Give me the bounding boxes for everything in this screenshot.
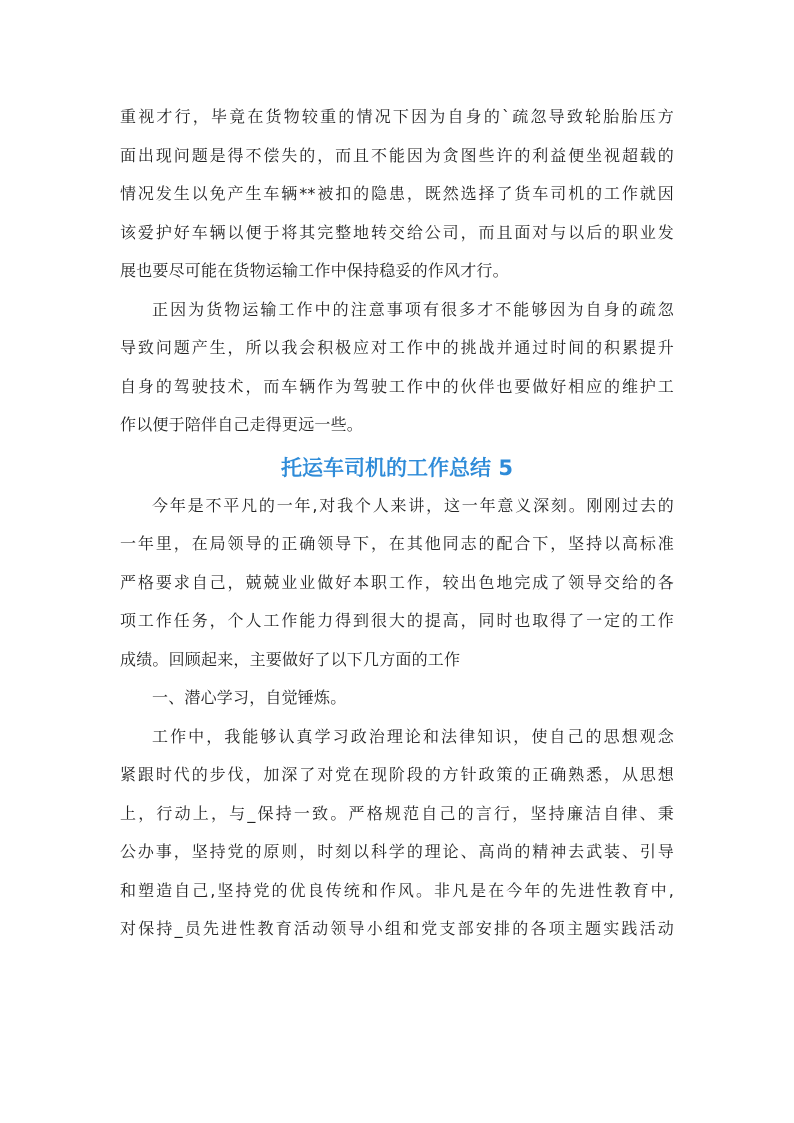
text-line: 自身的驾驶技术，而车辆作为驾驶工作中的伙伴也要做好相应的维护工	[120, 376, 674, 396]
paragraph-5	[120, 718, 674, 949]
document-page	[120, 98, 674, 949]
text-line: 重视才行，毕竟在货物较重的情况下因为自身的`疏忽导致轮胎胎压方	[120, 107, 674, 126]
text-line: 紧跟时代的步伐，加深了对党在现阶段的方针政策的正确熟悉，从思想	[120, 765, 674, 784]
paragraph-2	[120, 291, 674, 445]
text-line: 今年是不平凡的一年,对我个人来讲，这一年意义深刻。刚刚过去的	[152, 495, 674, 515]
text-line: 工作中，我能够认真学习政治理论和法律知识，使自己的思想观念	[152, 726, 674, 746]
text-line: 公办事，坚持党的原则，时刻以科学的理论、高尚的精神去武装、引导	[120, 842, 674, 861]
text-line: 上，行动上，与_保持一致。严格规范自己的言行，坚持廉洁自律、秉	[120, 803, 674, 823]
text-line: 一年里，在局领导的正确领导下，在其他同志的配合下，坚持以高标准	[120, 534, 674, 553]
text-line: 一、潜心学习，自觉锤炼。	[152, 688, 347, 707]
text-line: 和塑造自己,坚持党的优良传统和作风。非凡是在今年的先进性教育中,	[120, 880, 674, 900]
paragraph-3	[120, 487, 674, 680]
paragraph-1	[120, 98, 674, 291]
text-line: 严格要求自己，兢兢业业做好本职工作，较出色地完成了领导交给的各	[120, 572, 674, 592]
text-line: 导致问题产生，所以我会积极应对工作中的挑战并通过时间的积累提升	[120, 338, 674, 357]
text-line: 项工作任务，个人工作能力得到很大的提高，同时也取得了一定的工作	[120, 611, 674, 630]
section-heading: 托运车司机的工作总结 5	[281, 455, 513, 480]
text-line: 对保持_员先进性教育活动领导小组和党支部安排的各项主题实践活动	[120, 919, 674, 938]
text-line: 情况发生以免产生车辆**被扣的隐患，既然选择了货车司机的工作就因	[120, 184, 674, 203]
text-line: 面出现问题是得不偿失的，而且不能因为贪图些许的利益便坐视超载的	[120, 145, 674, 165]
text-line: 展也要尽可能在货物运输工作中保持稳妥的作风才行。	[120, 261, 509, 280]
text-line: 成绩。回顾起来，主要做好了以下几方面的工作	[120, 649, 461, 669]
paragraph-4	[120, 679, 674, 718]
text-line: 正因为货物运输工作中的注意事项有很多才不能够因为自身的疏忽	[152, 299, 674, 319]
text-line: 作以便于陪伴自己走得更远一些。	[120, 415, 364, 434]
text-line: 该爱护好车辆以便于将其完整地转交给公司，而且面对与以后的职业发	[120, 222, 674, 242]
